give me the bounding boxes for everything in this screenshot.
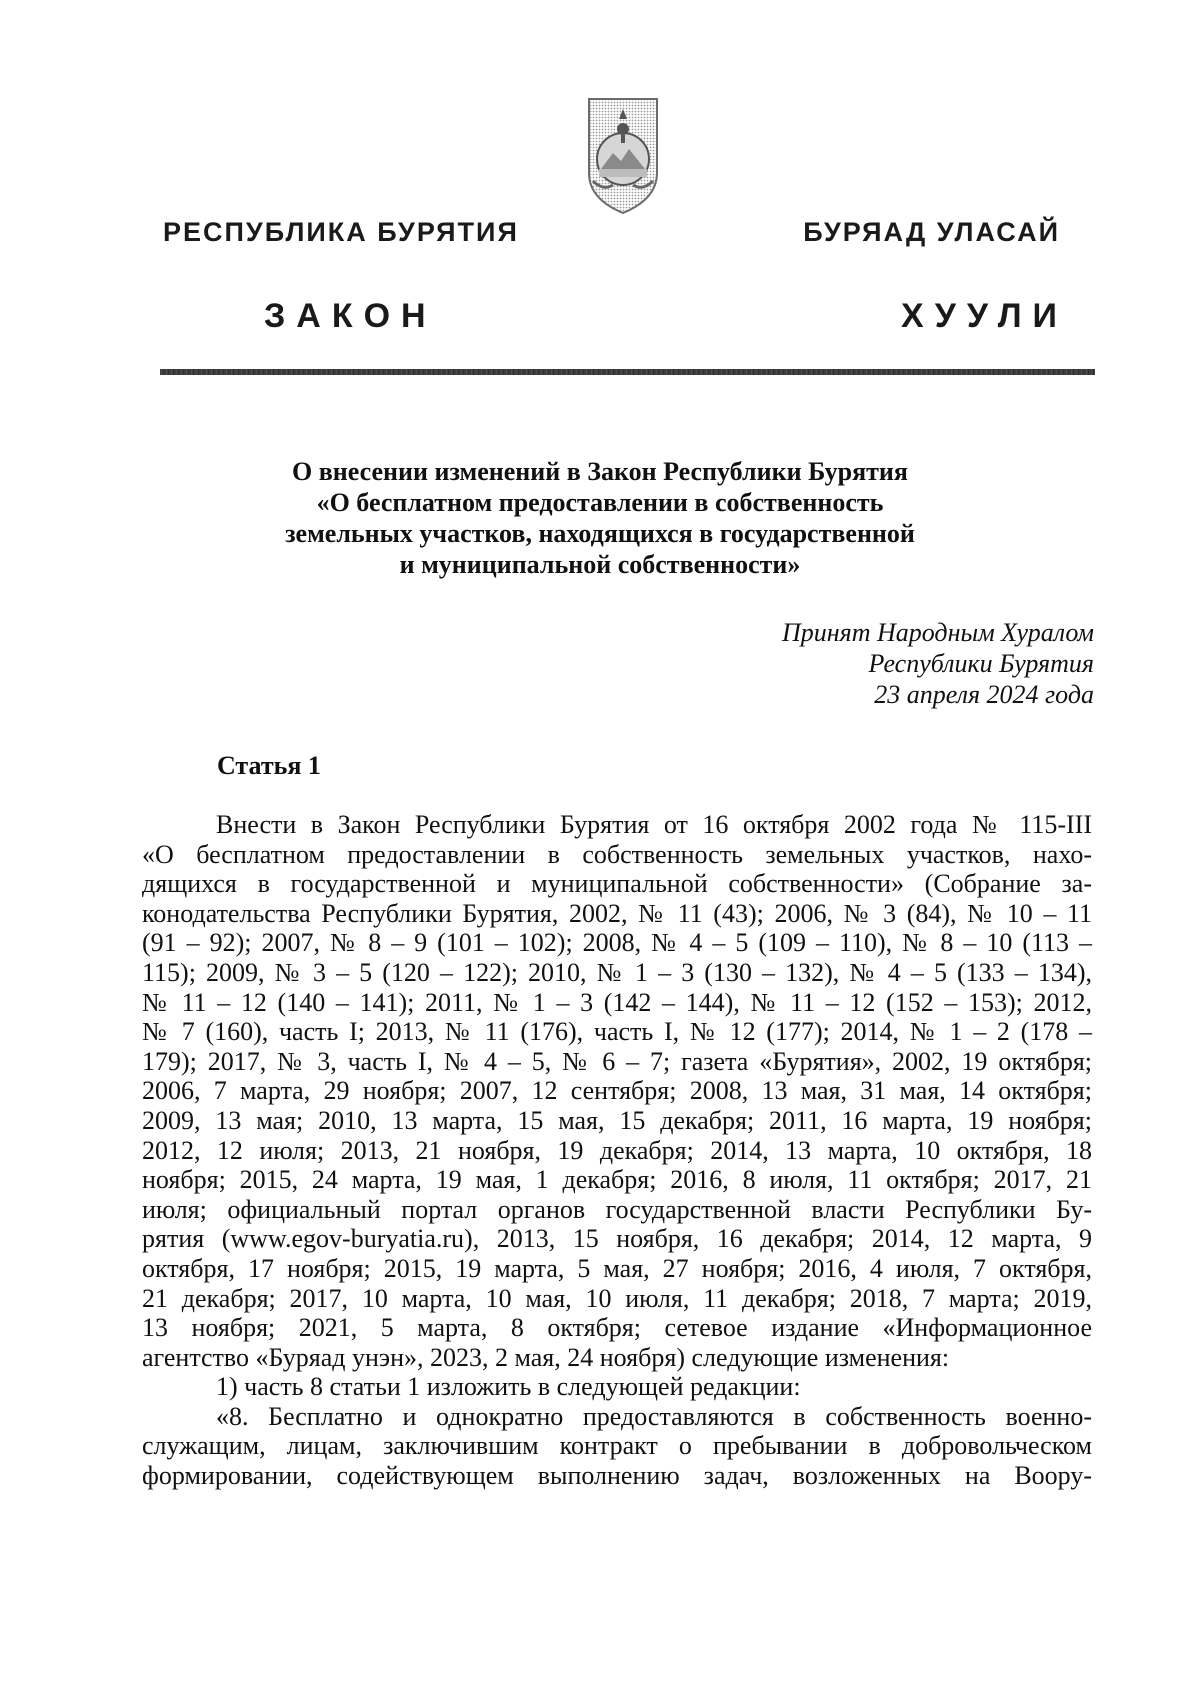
body-line: Внести в Закон Республики Бурятия от 16 октября 2002 года № 115-III bbox=[216, 810, 1092, 839]
body-line: 1) часть 8 статьи 1 изложить в следующей редакции: bbox=[216, 1372, 801, 1402]
article-body bbox=[142, 810, 1092, 1491]
body-line: агентство «Буряад унэн», 2023, 2 мая, 24 ноября) следующие изменения: bbox=[142, 1342, 950, 1372]
title-line: О внесении изменений в Закон Республики Бурятия bbox=[292, 457, 908, 486]
body-line: конодательства Республики Бурятия, 2002, № 11 (43); 2006, № 3 (84), № 10 – 11 bbox=[142, 898, 1092, 928]
title-line: «О бесплатном предоставлении в собственность bbox=[316, 488, 884, 517]
title-line: и муниципальной собственности» bbox=[399, 550, 801, 579]
body-line: 21 декабря; 2017, 10 марта, 10 мая, 10 июля, 11 декабря; 2018, 7 марта; 2019, bbox=[142, 1283, 1092, 1313]
law-label-russian: ЗАКОН bbox=[264, 297, 437, 335]
body-line: (91 – 92); 2007, № 8 – 9 (101 – 102); 2008, № 4 – 5 (109 – 110), № 8 – 10 (113 – bbox=[142, 928, 1092, 958]
body-line: 13 ноября; 2021, 5 марта, 8 октября; сетевое издание «Информационное bbox=[142, 1313, 1092, 1343]
body-line: 115); 2009, № 3 – 5 (120 – 122); 2010, № 1 – 3 (130 – 132), № 4 – 5 (133 – 134), bbox=[142, 957, 1092, 987]
body-line: «О бесплатном предоставлении в собственность земельных участков, нахо- bbox=[142, 839, 1092, 869]
body-line: 179); 2017, № 3, часть I, № 4 – 5, № 6 – 7; газета «Бурятия», 2002, 19 октября; bbox=[142, 1046, 1092, 1076]
body-line: 2006, 7 марта, 29 ноября; 2007, 12 сентября; 2008, 13 мая, 31 мая, 14 октября; bbox=[142, 1076, 1092, 1106]
body-line: формировании, содействующем выполнению задач, возложенных на Воору- bbox=[142, 1461, 1092, 1491]
republic-name-russian: РЕСПУБЛИКА БУРЯТИЯ bbox=[163, 217, 519, 247]
law-title bbox=[170, 456, 1030, 580]
law-label-buryat: ХУУЛИ bbox=[901, 297, 1068, 335]
body-line: служащим, лицам, заключившим контракт о пребывании в добровольческом bbox=[142, 1431, 1092, 1461]
article-heading: Статья 1 bbox=[217, 751, 321, 780]
coat-of-arms-icon bbox=[583, 95, 663, 217]
header-divider bbox=[160, 369, 1095, 375]
republic-name-buryat: БУРЯАД УЛАСАЙ bbox=[803, 217, 1060, 247]
body-line: ноября; 2015, 24 марта, 19 мая, 1 декабря; 2016, 8 июля, 11 октября; 2017, 21 bbox=[142, 1165, 1092, 1195]
body-line: «8. Бесплатно и однократно предоставляются в собственность военно- bbox=[216, 1401, 1092, 1431]
body-line: 2009, 13 мая; 2010, 13 марта, 15 мая, 15 декабря; 2011, 16 марта, 19 ноября; bbox=[142, 1105, 1092, 1135]
body-line: № 7 (160), часть I; 2013, № 11 (176), часть I, № 12 (177); 2014, № 1 – 2 (178 – bbox=[142, 1017, 1092, 1047]
adoption-line: Принят Народным Хуралом bbox=[781, 618, 1094, 647]
body-line: № 11 – 12 (140 – 141); 2011, № 1 – 3 (142 – 144), № 11 – 12 (152 – 153); 2012, bbox=[142, 987, 1092, 1017]
adoption-line: 23 апреля 2024 года bbox=[874, 680, 1094, 709]
adoption-line: Республики Бурятия bbox=[868, 649, 1094, 678]
body-line: дящихся в государственной и муниципальной собственности» (Собрание за- bbox=[142, 869, 1092, 899]
body-line: июля; официальный портал органов государственной власти Республики Бу- bbox=[142, 1194, 1092, 1224]
body-line: рятия (www.egov-buryatia.ru), 2013, 15 ноября, 16 декабря; 2014, 12 марта, 9 bbox=[142, 1224, 1092, 1254]
body-line: октября, 17 ноября; 2015, 19 марта, 5 мая, 27 ноября; 2016, 4 июля, 7 октября, bbox=[142, 1253, 1092, 1283]
body-line: 2012, 12 июля; 2013, 21 ноября, 19 декабря; 2014, 13 марта, 10 октября, 18 bbox=[142, 1135, 1092, 1165]
adoption-note bbox=[782, 617, 1094, 710]
title-line: земельных участков, находящихся в государственной bbox=[285, 519, 915, 548]
